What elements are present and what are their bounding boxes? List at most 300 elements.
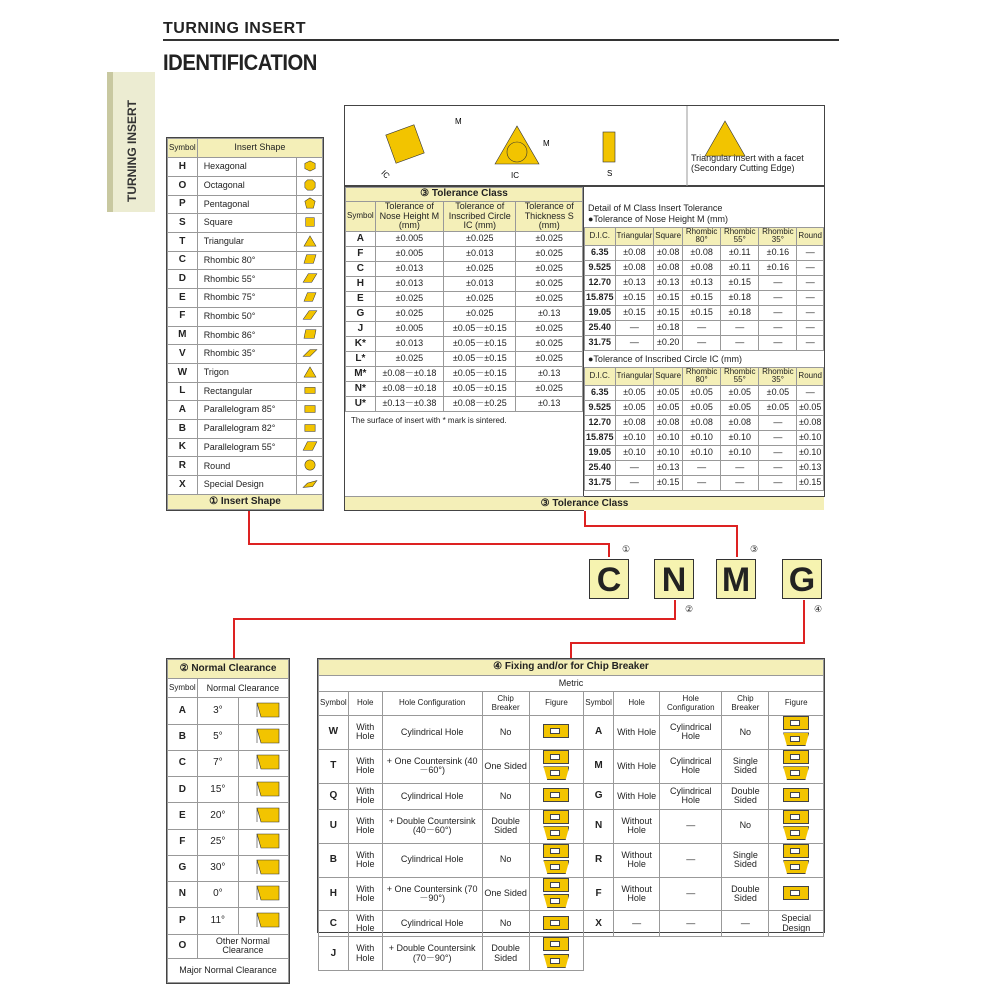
tol-row — [346, 277, 583, 292]
tol-value: ±0.05－±0.15 — [444, 352, 516, 367]
shape-name: Rhombic 55° — [197, 270, 296, 289]
dic-value: 9.525 — [585, 400, 616, 415]
code-num-3: ③ — [750, 544, 759, 554]
insert-figure-icon — [543, 788, 569, 802]
mclass-value: — — [797, 275, 824, 290]
fix-value: One Sided — [482, 877, 529, 911]
shape-symbol: V — [168, 345, 198, 364]
fix-value: Double Sided — [722, 877, 769, 911]
mclass-value: ±0.08 — [683, 245, 721, 260]
clearance-row — [168, 882, 289, 908]
tol-value: ±0.025 — [375, 292, 443, 307]
nose-height-title: ●Tolerance of Nose Height M (mm) — [588, 214, 728, 224]
dic-value: 25.40 — [585, 460, 616, 475]
header-rule — [163, 39, 839, 41]
fix-symbol: G — [584, 783, 614, 809]
code-letter-3: M — [716, 559, 756, 599]
mclass-value: ±0.13 — [615, 275, 654, 290]
mclass-row — [585, 475, 824, 490]
tol-value: ±0.025 — [444, 307, 516, 322]
mclass-col: Triangular — [615, 228, 654, 246]
shape-symbol: C — [168, 251, 198, 270]
mclass-value: ±0.18 — [721, 290, 759, 305]
tol-value: ±0.025 — [444, 262, 516, 277]
insert-figure-icon — [543, 937, 569, 951]
mclass-value: ±0.08 — [615, 245, 654, 260]
mclass-col: D.I.C. — [585, 367, 616, 385]
mclass-value: ±0.13 — [654, 460, 683, 475]
mclass-value: — — [797, 290, 824, 305]
clearance-symbol: O — [168, 934, 198, 958]
mclass-value: ±0.08 — [654, 245, 683, 260]
tol-row — [346, 322, 583, 337]
fix-value: — — [660, 911, 722, 937]
mclass-value: ±0.13 — [683, 275, 721, 290]
mclass-value: — — [683, 475, 721, 490]
shape-name: Rhombic 75° — [197, 289, 296, 308]
fix-figure — [769, 783, 824, 809]
insert-shape-table — [166, 137, 324, 511]
fix-value: One Sided — [482, 749, 529, 783]
mclass-value: ±0.05 — [615, 400, 654, 415]
clearance-symbol: D — [168, 777, 198, 803]
shape-name: Trigon — [197, 363, 296, 382]
shape-row — [168, 401, 323, 420]
shape-symbol: H — [168, 158, 198, 177]
tol-value: ±0.08－±0.18 — [375, 382, 443, 397]
mclass-value: ±0.08 — [721, 415, 759, 430]
fix-value: No — [482, 783, 529, 809]
shape-row — [168, 438, 323, 457]
mclass-value: — — [721, 335, 759, 350]
clearance-value: 11° — [197, 908, 238, 934]
mclass-value: ±0.05 — [654, 385, 683, 400]
tol-value: ±0.025 — [516, 352, 583, 367]
shape-row — [168, 345, 323, 364]
dic-value: 15.875 — [585, 290, 616, 305]
tol-col-ic: Tolerance of Inscribed Circle IC (mm) — [444, 202, 516, 232]
shape-symbol: M — [168, 326, 198, 345]
code-num-1: ① — [622, 544, 631, 554]
fix-value: No — [482, 716, 529, 750]
mclass-value: ±0.20 — [654, 335, 683, 350]
shape-name: Octagonal — [197, 176, 296, 195]
tol-value: ±0.13 — [516, 307, 583, 322]
shape-row — [168, 270, 323, 289]
clearance-row — [168, 724, 289, 750]
mclass-value: — — [759, 460, 797, 475]
shape-triangular-icon — [297, 233, 323, 252]
fix-value: Cylindrical Hole — [382, 783, 482, 809]
shape-octagonal-icon — [297, 176, 323, 195]
shape-row — [168, 457, 323, 476]
dic-value: 6.35 — [585, 245, 616, 260]
fix-symbol: C — [319, 911, 349, 937]
shape-rhombic-75--icon — [297, 289, 323, 308]
fix-col: Figure — [529, 692, 584, 716]
fix-symbol: J — [319, 937, 349, 971]
fix-symbol: Q — [319, 783, 349, 809]
fix-figure — [529, 716, 584, 750]
mclass-col: Square — [654, 367, 683, 385]
clearance-title: ② Normal Clearance — [168, 660, 289, 679]
fix-value: — — [660, 877, 722, 911]
mclass-value: ±0.08 — [615, 260, 654, 275]
tol-symbol: U* — [346, 397, 376, 412]
tol-row — [346, 247, 583, 262]
fix-value: Single Sided — [722, 843, 769, 877]
clearance-symbol: B — [168, 724, 198, 750]
dic-value: 19.05 — [585, 305, 616, 320]
shape-row — [168, 251, 323, 270]
shape-row — [168, 233, 323, 252]
tol-symbol: N* — [346, 382, 376, 397]
m-class-title: Detail of M Class Insert Tolerance — [588, 203, 723, 213]
fixing-title: ④ Fixing and/or for Chip Breaker — [319, 660, 824, 676]
mclass-value: — — [759, 475, 797, 490]
fix-value: Cylindrical Hole — [382, 911, 482, 937]
mclass-value: — — [759, 290, 797, 305]
mclass-value: ±0.05 — [615, 385, 654, 400]
tol-row — [346, 307, 583, 322]
fix-col: Hole Configuration — [660, 692, 722, 716]
fix-value: Cylindrical Hole — [660, 716, 722, 750]
tol-row — [346, 352, 583, 367]
facet-caption: Triangular insert with a facet (Secondary Cutting Edge) — [691, 153, 804, 173]
clr-col-symbol: Symbol — [168, 679, 198, 698]
tol-row — [346, 262, 583, 277]
mclass-value: ±0.10 — [797, 445, 824, 460]
mclass-value: ±0.15 — [654, 475, 683, 490]
mclass-value: — — [759, 320, 797, 335]
insert-figure-icon — [783, 826, 809, 840]
clearance-row — [168, 908, 289, 934]
code-letter-2: N — [654, 559, 694, 599]
shape-name: Parallelogram 82° — [197, 420, 296, 439]
tol-col-m: Tolerance of Nose Height M (mm) — [375, 202, 443, 232]
facet-insert-shape — [705, 121, 745, 156]
fix-col: Chip Breaker — [722, 692, 769, 716]
mclass-col: Rhombic 80° — [683, 228, 721, 246]
side-tab — [107, 72, 155, 212]
shape-parallelogram-82--icon — [297, 420, 323, 439]
tol-value: ±0.08－±0.25 — [444, 397, 516, 412]
fix-row — [319, 749, 824, 783]
mclass-value: — — [759, 275, 797, 290]
fix-symbol: W — [319, 716, 349, 750]
mclass-value: — — [759, 305, 797, 320]
tol-row — [346, 292, 583, 307]
tol-value: ±0.025 — [444, 232, 516, 247]
mclass-col: Round — [797, 367, 824, 385]
shape-row — [168, 176, 323, 195]
mclass-value: ±0.10 — [797, 430, 824, 445]
mclass-col: Rhombic 55° — [721, 367, 759, 385]
shape-row — [168, 363, 323, 382]
shape-hexagonal-icon — [297, 158, 323, 177]
fix-value: With Hole — [348, 877, 382, 911]
clearance-symbol: F — [168, 829, 198, 855]
fix-row — [319, 937, 824, 971]
shape-row — [168, 476, 323, 495]
fix-value: Cylindrical Hole — [660, 749, 722, 783]
mclass-value: ±0.05 — [797, 400, 824, 415]
tol-symbol: M* — [346, 367, 376, 382]
mclass-col: Rhombic 35° — [759, 228, 797, 246]
dic-value: 31.75 — [585, 335, 616, 350]
mclass-col: Rhombic 35° — [759, 367, 797, 385]
mclass-value: ±0.10 — [721, 430, 759, 445]
shape-name: Special Design — [197, 476, 296, 495]
fix-symbol: X — [584, 911, 614, 937]
col-shape: Insert Shape — [197, 139, 322, 158]
fix-row — [319, 843, 824, 877]
shape-trigon-icon — [297, 363, 323, 382]
mclass-value: ±0.08 — [683, 260, 721, 275]
clearance-value: 3° — [197, 698, 238, 724]
tol-col-s: Tolerance of Thickness S (mm) — [516, 202, 583, 232]
clearance-angle-icon — [239, 750, 289, 776]
tolerance-diagram — [344, 105, 825, 186]
fix-symbol: R — [584, 843, 614, 877]
mclass-col: Triangular — [615, 367, 654, 385]
mclass-row — [585, 415, 824, 430]
tol-symbol: C — [346, 262, 376, 277]
m-class-detail — [584, 186, 825, 497]
shape-symbol: K — [168, 438, 198, 457]
clr-col-clear: Normal Clearance — [197, 679, 288, 698]
fix-value: + One Countersink (40－60°) — [382, 749, 482, 783]
mclass-value: ±0.13 — [654, 275, 683, 290]
fix-value: Double Sided — [482, 937, 529, 971]
shape-symbol: F — [168, 307, 198, 326]
fix-value: With Hole — [348, 843, 382, 877]
insert-figure-icon — [783, 716, 809, 730]
mclass-value: ±0.10 — [654, 445, 683, 460]
mclass-col: Rhombic 55° — [721, 228, 759, 246]
fix-col: Chip Breaker — [482, 692, 529, 716]
code-num-4: ④ — [814, 604, 823, 614]
shape-parallelogram-85--icon — [297, 401, 323, 420]
fix-value: Without Hole — [613, 877, 659, 911]
mclass-value: — — [721, 320, 759, 335]
mclass-value: ±0.15 — [615, 305, 654, 320]
shape-symbol: W — [168, 363, 198, 382]
mclass-row — [585, 290, 824, 305]
code-letter-1: C — [589, 559, 629, 599]
m-label: M — [455, 117, 462, 126]
shape-row — [168, 326, 323, 345]
clearance-symbol: A — [168, 698, 198, 724]
shape-name: Rectangular — [197, 382, 296, 401]
shape-name: Parallelogram 55° — [197, 438, 296, 457]
fix-value: With Hole — [348, 749, 382, 783]
shape-symbol: A — [168, 401, 198, 420]
dic-value: 9.525 — [585, 260, 616, 275]
fix-value: With Hole — [348, 937, 382, 971]
mclass-value: ±0.10 — [683, 445, 721, 460]
mclass-value: — — [797, 320, 824, 335]
tol-symbol: L* — [346, 352, 376, 367]
fix-symbol: B — [319, 843, 349, 877]
tol-value: ±0.13 — [516, 397, 583, 412]
dic-value: 12.70 — [585, 275, 616, 290]
fix-figure — [529, 911, 584, 937]
shape-name: Triangular — [197, 233, 296, 252]
clearance-symbol: C — [168, 750, 198, 776]
mclass-row — [585, 305, 824, 320]
dic-value: 6.35 — [585, 385, 616, 400]
insert-figure-icon — [783, 788, 809, 802]
mclass-value: ±0.05 — [759, 385, 797, 400]
fix-value: Cylindrical Hole — [660, 783, 722, 809]
mclass-value: ±0.15 — [654, 290, 683, 305]
tol-value: ±0.013 — [375, 337, 443, 352]
clearance-angle-icon — [239, 882, 289, 908]
shape-symbol: E — [168, 289, 198, 308]
mclass-value: — — [759, 335, 797, 350]
fix-symbol: H — [319, 877, 349, 911]
shape-name: Rhombic 35° — [197, 345, 296, 364]
clearance-value: 20° — [197, 803, 238, 829]
fix-row — [319, 809, 824, 843]
fix-value: No — [482, 911, 529, 937]
tol-col-symbol: Symbol — [346, 202, 376, 232]
mclass-value: ±0.15 — [654, 305, 683, 320]
tol-value: ±0.05－±0.15 — [444, 367, 516, 382]
fix-symbol: T — [319, 749, 349, 783]
fix-value: — — [613, 911, 659, 937]
mclass-row — [585, 445, 824, 460]
shape-row — [168, 307, 323, 326]
fix-figure — [529, 809, 584, 843]
clearance-angle-icon — [239, 724, 289, 750]
fix-value: With Hole — [348, 809, 382, 843]
mclass-value: ±0.13 — [797, 460, 824, 475]
mclass-value: — — [721, 475, 759, 490]
clearance-angle-icon — [239, 777, 289, 803]
tol-value: ±0.025 — [516, 322, 583, 337]
fix-value: With Hole — [348, 783, 382, 809]
shape-name: Pentagonal — [197, 195, 296, 214]
fix-value: With Hole — [613, 749, 659, 783]
insert-figure-icon — [783, 732, 809, 746]
mclass-value: ±0.05 — [721, 400, 759, 415]
mclass-value: ±0.15 — [683, 290, 721, 305]
fix-figure — [529, 749, 584, 783]
fix-figure — [529, 937, 584, 971]
insert-figure-icon — [543, 750, 569, 764]
clearance-symbol: G — [168, 855, 198, 881]
mclass-row — [585, 320, 824, 335]
shape-rhombic-80--icon — [297, 251, 323, 270]
fix-figure — [769, 809, 824, 843]
fix-value: No — [482, 843, 529, 877]
mclass-value: ±0.16 — [759, 245, 797, 260]
tol-value: ±0.025 — [444, 292, 516, 307]
mclass-value: — — [797, 260, 824, 275]
mclass-value: ±0.08 — [683, 415, 721, 430]
tol-value: ±0.025 — [516, 262, 583, 277]
shape-row — [168, 214, 323, 233]
mclass-value: ±0.11 — [721, 260, 759, 275]
insert-figure-icon — [543, 878, 569, 892]
mclass-value: ±0.10 — [721, 445, 759, 460]
mclass-value: ±0.05 — [683, 400, 721, 415]
tol-row — [346, 382, 583, 397]
svg-text:M: M — [543, 139, 550, 148]
mclass-value: — — [615, 335, 654, 350]
fix-symbol: A — [584, 716, 614, 750]
dic-value: 19.05 — [585, 445, 616, 460]
fix-value: Single Sided — [722, 749, 769, 783]
insert-figure-icon — [543, 810, 569, 824]
fix-value: Without Hole — [613, 809, 659, 843]
code-num-2: ② — [685, 604, 694, 614]
side-tab-label: TURNING INSERT — [125, 100, 139, 202]
tol-symbol: K* — [346, 337, 376, 352]
shape-row — [168, 195, 323, 214]
mclass-value: ±0.08 — [654, 415, 683, 430]
fix-figure — [529, 877, 584, 911]
dic-value: 31.75 — [585, 475, 616, 490]
fix-figure — [769, 843, 824, 877]
mclass-row — [585, 430, 824, 445]
fix-symbol: U — [319, 809, 349, 843]
tol-value: ±0.08－±0.18 — [375, 367, 443, 382]
shape-symbol: O — [168, 176, 198, 195]
fix-row — [319, 877, 824, 911]
fix-figure — [529, 843, 584, 877]
insert-figure-icon — [543, 766, 569, 780]
fix-value: — — [660, 843, 722, 877]
tol-value: ±0.005 — [375, 322, 443, 337]
mclass-value: — — [721, 460, 759, 475]
tolerance-footer: ③ Tolerance Class — [345, 496, 824, 510]
mclass-value: ±0.18 — [721, 305, 759, 320]
shape-symbol: D — [168, 270, 198, 289]
fix-symbol: F — [584, 877, 614, 911]
shape-symbol: S — [168, 214, 198, 233]
fix-col: Hole — [348, 692, 382, 716]
clearance-row — [168, 803, 289, 829]
shape-rhombic-50--icon — [297, 307, 323, 326]
clearance-value: Other Normal Clearance — [197, 934, 288, 958]
shape-parallelogram-55--icon — [297, 438, 323, 457]
fix-row — [319, 716, 824, 750]
mclass-row — [585, 385, 824, 400]
mclass-row — [585, 275, 824, 290]
insert-geometry-svg — [345, 106, 826, 187]
mclass-value: — — [683, 460, 721, 475]
fix-value: With Hole — [613, 783, 659, 809]
normal-clearance-table — [166, 658, 290, 984]
tol-row — [346, 397, 583, 412]
shape-row — [168, 289, 323, 308]
dic-value: 15.875 — [585, 430, 616, 445]
shape-symbol: P — [168, 195, 198, 214]
insert-figure-icon — [783, 766, 809, 780]
fix-value: With Hole — [613, 716, 659, 750]
tolerance-note: The surface of insert with * mark is sintered. — [351, 416, 507, 425]
tol-value: ±0.025 — [375, 307, 443, 322]
fix-value: With Hole — [348, 911, 382, 937]
tol-value: ±0.025 — [375, 352, 443, 367]
mclass-value: ±0.15 — [683, 305, 721, 320]
insert-figure-icon — [543, 916, 569, 930]
fixing-chip-breaker-table — [317, 658, 825, 963]
fix-symbol: M — [584, 749, 614, 783]
